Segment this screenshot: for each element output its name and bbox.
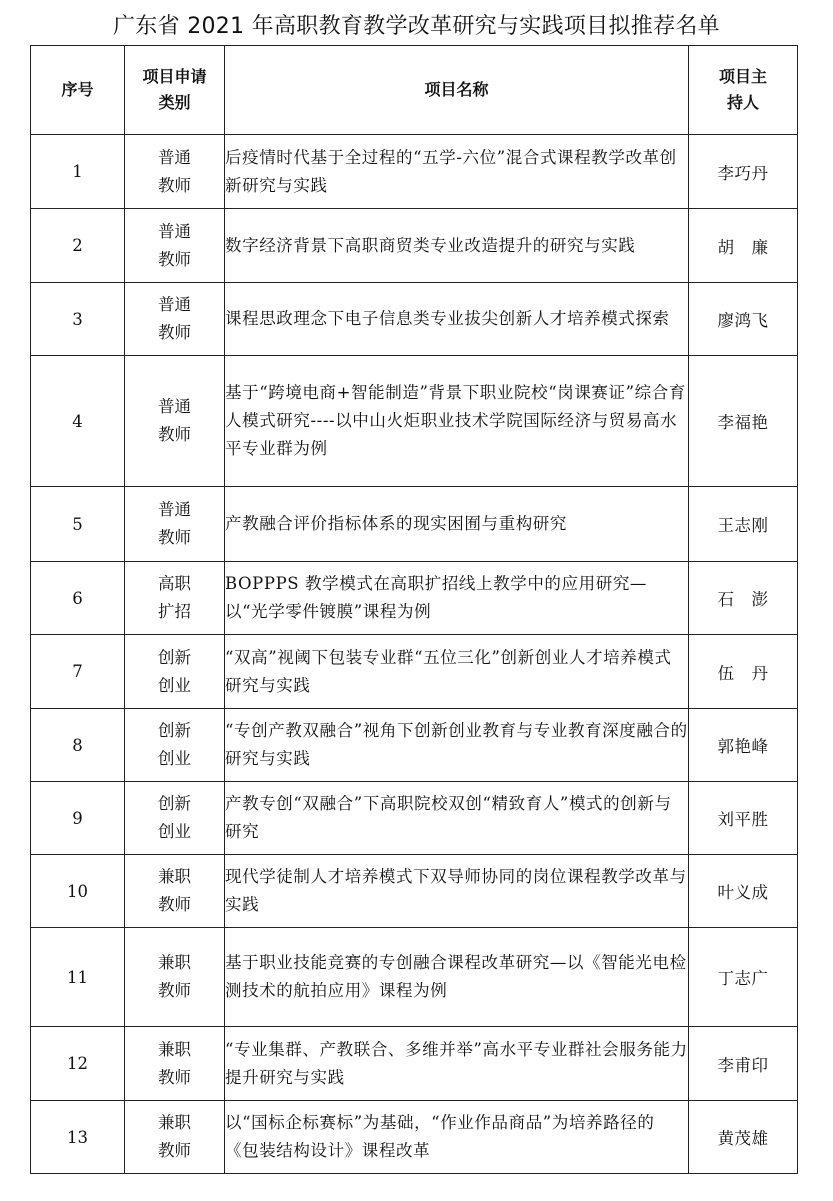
row-number: 2 — [31, 209, 125, 283]
row-category: 普通教师 — [125, 135, 225, 209]
row-host: 王志刚 — [689, 487, 798, 562]
row-category: 兼职教师 — [125, 1027, 225, 1101]
row-host: 李福艳 — [689, 356, 798, 487]
table-row — [31, 635, 798, 709]
table-row — [31, 209, 798, 283]
row-project-name: “专创产教双融合”视角下创新创业教育与专业教育深度融合的研究与实践 — [225, 709, 689, 782]
row-host: 刘平胜 — [689, 782, 798, 855]
row-project-name: 课程思政理念下电子信息类专业拔尖创新人才培养模式探索 — [225, 283, 689, 356]
row-host: 廖鸿飞 — [689, 283, 798, 356]
row-host: 李巧丹 — [689, 135, 798, 209]
row-number: 12 — [31, 1027, 125, 1101]
table-header-row — [31, 46, 798, 135]
table-row — [31, 928, 798, 1027]
table-row — [31, 1101, 798, 1174]
row-category: 高职扩招 — [125, 562, 225, 635]
row-number: 4 — [31, 356, 125, 487]
table-row — [31, 562, 798, 635]
row-host: 伍 丹 — [689, 635, 798, 709]
row-category: 创新创业 — [125, 635, 225, 709]
row-host: 叶义成 — [689, 855, 798, 928]
table-body — [31, 135, 798, 1174]
row-category: 普通教师 — [125, 283, 225, 356]
table-row — [31, 709, 798, 782]
row-project-name: 基于职业技能竞赛的专创融合课程改革研究—以《智能光电检测技术的航拍应用》课程为例 — [225, 928, 689, 1027]
row-number: 13 — [31, 1101, 125, 1174]
row-host: 李甫印 — [689, 1027, 798, 1101]
row-category: 普通教师 — [125, 487, 225, 562]
row-project-name: 现代学徒制人才培养模式下双导师协同的岗位课程教学改革与实践 — [225, 855, 689, 928]
row-number: 1 — [31, 135, 125, 209]
row-host: 胡 廉 — [689, 209, 798, 283]
header-num: 序号 — [31, 46, 125, 135]
row-category: 普通教师 — [125, 209, 225, 283]
header-host: 项目主持人 — [689, 46, 798, 135]
row-project-name: 产教融合评价指标体系的现实困囿与重构研究 — [225, 487, 689, 562]
row-host: 丁志广 — [689, 928, 798, 1027]
row-project-name: 基于“跨境电商+智能制造”背景下职业院校“岗课赛证”综合育人模式研究----以中山火炬职业技术学院国际经济与贸易高水平专业群为例 — [225, 356, 689, 487]
row-host: 郭艳峰 — [689, 709, 798, 782]
row-category: 兼职教师 — [125, 1101, 225, 1174]
table-row — [31, 782, 798, 855]
row-category: 普通教师 — [125, 356, 225, 487]
row-number: 10 — [31, 855, 125, 928]
header-name: 项目名称 — [225, 46, 689, 135]
row-project-name: BOPPPS 教学模式在高职扩招线上教学中的应用研究—以“光学零件镀膜”课程为例 — [225, 562, 689, 635]
page-title: 广东省 2021 年高职教育教学改革研究与实践项目拟推荐名单 — [113, 14, 720, 39]
row-category: 创新创业 — [125, 709, 225, 782]
row-number: 6 — [31, 562, 125, 635]
header-category: 项目申请类别 — [125, 46, 225, 135]
row-project-name: 以“国标企标赛标”为基础，“作业作品商品”为培养路径的《包装结构设计》课程改革 — [225, 1101, 689, 1174]
row-host: 黄茂雄 — [689, 1101, 798, 1174]
row-number: 7 — [31, 635, 125, 709]
row-project-name: 产教专创“双融合”下高职院校双创“精致育人”模式的创新与研究 — [225, 782, 689, 855]
row-number: 5 — [31, 487, 125, 562]
table-row — [31, 855, 798, 928]
row-category: 兼职教师 — [125, 855, 225, 928]
table-row — [31, 1027, 798, 1101]
table-row — [31, 487, 798, 562]
table-row — [31, 356, 798, 487]
row-project-name: “双高”视阈下包装专业群“五位三化”创新创业人才培养模式研究与实践 — [225, 635, 689, 709]
row-project-name: “专业集群、产教联合、多维并举”高水平专业群社会服务能力提升研究与实践 — [225, 1027, 689, 1101]
row-number: 8 — [31, 709, 125, 782]
row-category: 创新创业 — [125, 782, 225, 855]
row-project-name: 后疫情时代基于全过程的“五学-六位”混合式课程教学改革创新研究与实践 — [225, 135, 689, 209]
table-row — [31, 283, 798, 356]
row-category: 兼职教师 — [125, 928, 225, 1027]
row-number: 9 — [31, 782, 125, 855]
row-number: 3 — [31, 283, 125, 356]
project-table — [30, 45, 798, 1174]
row-host: 石 澎 — [689, 562, 798, 635]
table-row — [31, 135, 798, 209]
row-number: 11 — [31, 928, 125, 1027]
row-project-name: 数字经济背景下高职商贸类专业改造提升的研究与实践 — [225, 209, 689, 283]
